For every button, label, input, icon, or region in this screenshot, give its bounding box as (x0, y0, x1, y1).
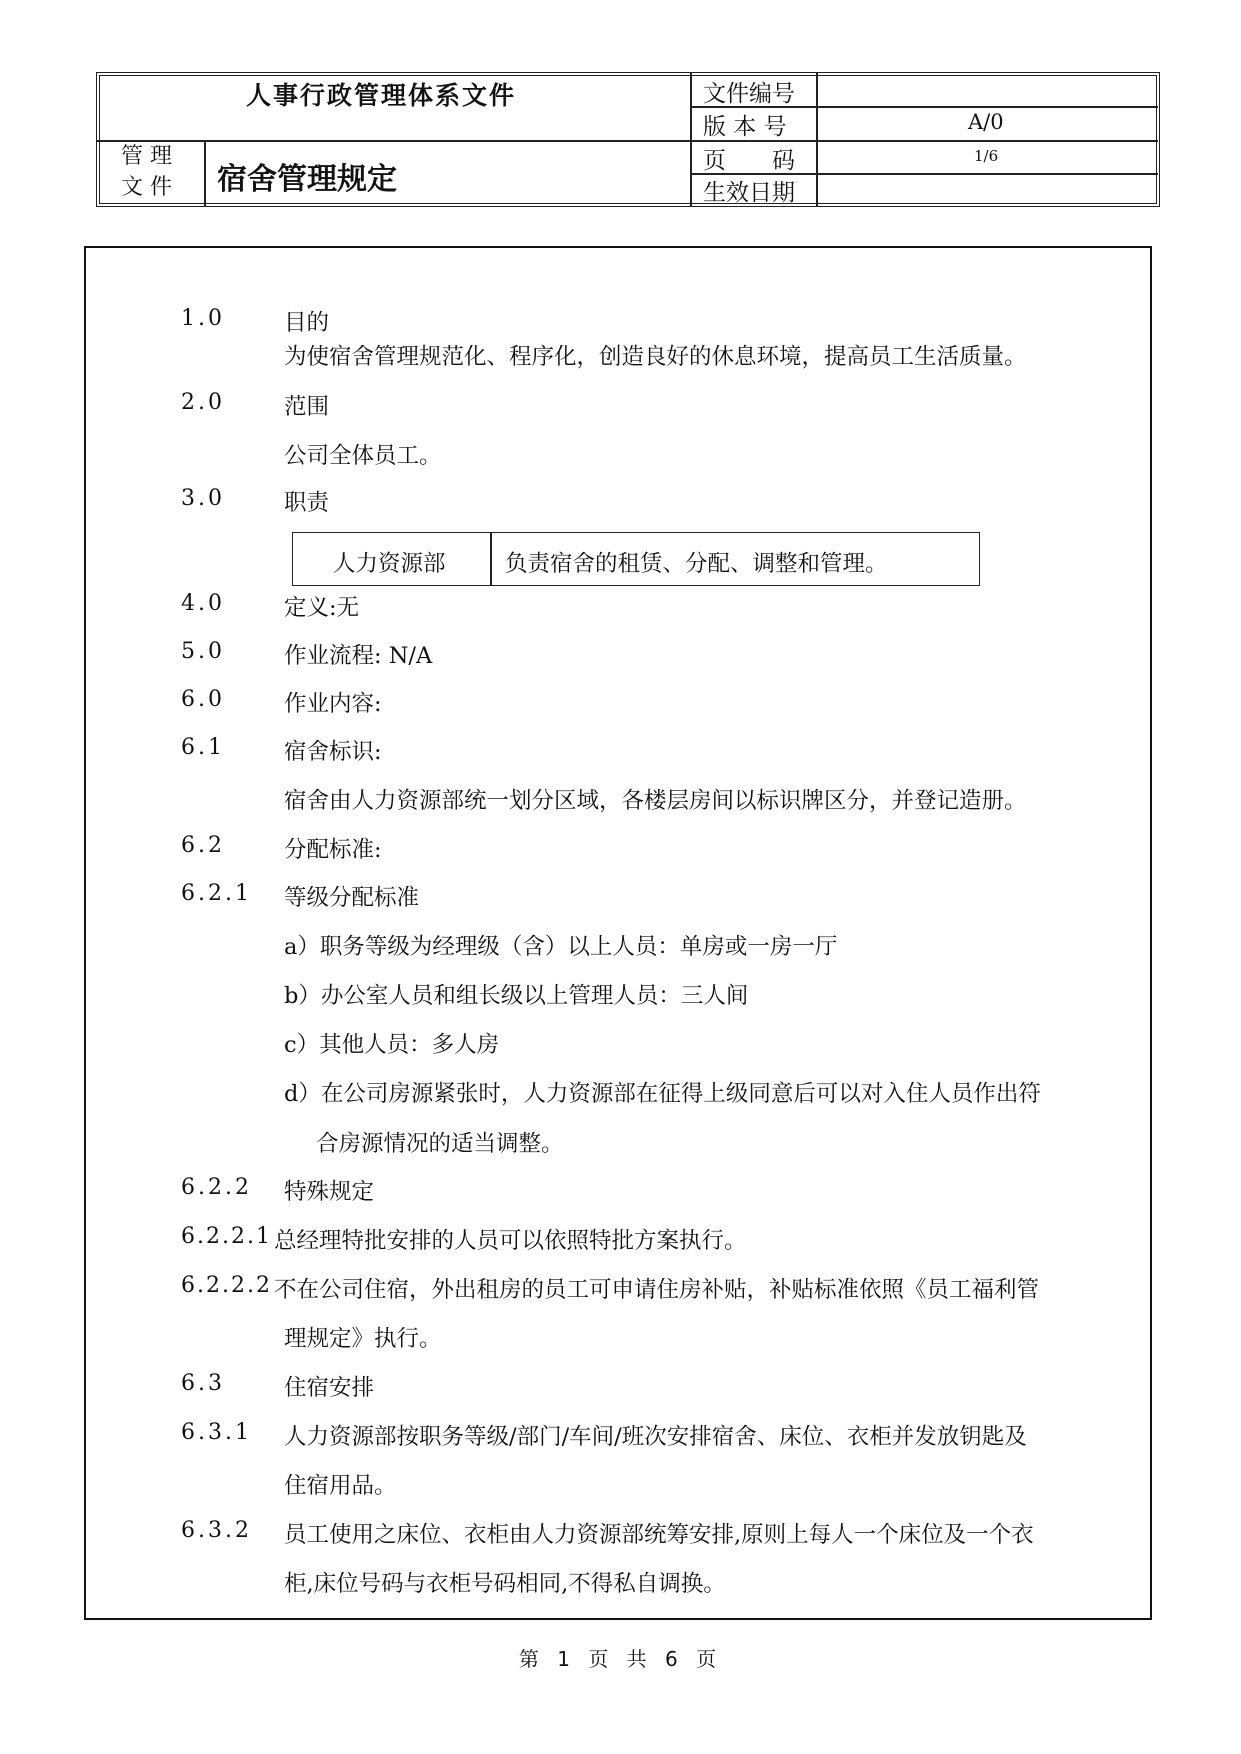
field-label-effective-date: 生效日期 (703, 180, 795, 206)
system-title: 人事行政管理体系文件 (246, 81, 517, 110)
section-title: 作业内容: (284, 691, 382, 717)
doc-type-label: 管 理 文 件 (121, 144, 172, 200)
section-title: 作业流程: N/A (284, 643, 433, 669)
section-text: 柜,床位号码与衣柜号码相同,不得私自调换。 (284, 1571, 726, 1597)
section-number: 1.0 (181, 306, 225, 331)
section-text: 公司全体员工。 (284, 443, 442, 469)
section-number: 6.2.1 (181, 881, 252, 906)
section-number: 6.3 (181, 1371, 225, 1396)
section-title: 范围 (284, 394, 330, 420)
section-number: 4.0 (181, 591, 225, 616)
section-title: 分配标准: (284, 837, 382, 863)
section-number: 6.2 (181, 833, 225, 858)
section-title: 职责 (284, 490, 330, 516)
section-number: 5.0 (181, 639, 225, 664)
section-number: 3.0 (181, 486, 225, 511)
section-number: 6.2.2.2 (181, 1273, 272, 1298)
section-text: 宿舍由人力资源部统一划分区域，各楼层房间以标识牌区分，并登记造册。 (284, 788, 1027, 814)
section-title: 住宿安排 (284, 1375, 375, 1401)
responsibility-duty: 负责宿舍的租赁、分配、调整和管理。 (505, 551, 888, 577)
field-label-page: 页 码 (703, 148, 795, 174)
responsibility-table (292, 532, 980, 586)
section-title: 总经理特批安排的人员可以依照特批方案执行。 (274, 1228, 747, 1254)
field-value-version: A/0 (968, 110, 1004, 134)
section-title: 等级分配标准 (284, 885, 420, 911)
section-title: 定义:无 (284, 595, 360, 621)
section-number: 6.3.2 (181, 1518, 252, 1543)
section-title: 不在公司住宿，外出租房的员工可申请住房补贴，补贴标准依照《员工福利管 (274, 1277, 1040, 1303)
doc-title: 宿舍管理规定 (217, 162, 397, 197)
section-number: 6.2.2 (181, 1175, 252, 1200)
section-title: 特殊规定 (284, 1179, 375, 1205)
page-footer: 第 1 页 共 6 页 (518, 1647, 723, 1671)
section-text: 理规定》执行。 (284, 1326, 442, 1352)
grade-item: c）其他人员：多人房 (284, 1032, 500, 1058)
section-title: 目的 (284, 310, 330, 336)
field-label-version: 版 本 号 (703, 114, 787, 140)
section-text: 为使宿舍管理规范化、程序化，创造良好的休息环境，提高员工生活质量。 (284, 344, 1027, 370)
section-text: 住宿用品。 (284, 1473, 397, 1499)
section-title: 宿舍标识: (284, 739, 382, 765)
grade-item: a）职务等级为经理级（含）以上人员：单房或一房一厅 (284, 934, 838, 960)
responsibility-dept: 人力资源部 (333, 551, 446, 577)
section-title: 员工使用之床位、衣柜由人力资源部统筹安排,原则上每人一个床位及一个衣 (284, 1522, 1034, 1548)
section-number: 6.3.1 (181, 1420, 252, 1445)
grade-item: 合房源情况的适当调整。 (316, 1131, 564, 1157)
section-title: 人力资源部按职务等级/部门/车间/班次安排宿舍、床位、衣柜并发放钥匙及 (284, 1424, 1027, 1450)
grade-item: d）在公司房源紧张时，人力资源部在征得上级同意后可以对入住人员作出符 (284, 1081, 1041, 1107)
field-label-doc-no: 文件编号 (703, 81, 795, 107)
field-value-page: 1/6 (974, 147, 999, 165)
section-number: 6.0 (181, 687, 225, 712)
section-number: 6.1 (181, 735, 225, 760)
section-number: 6.2.2.1 (181, 1224, 272, 1249)
grade-item: b）办公室人员和组长级以上管理人员：三人间 (284, 983, 749, 1009)
header-table (96, 72, 1160, 207)
section-number: 2.0 (181, 390, 225, 415)
